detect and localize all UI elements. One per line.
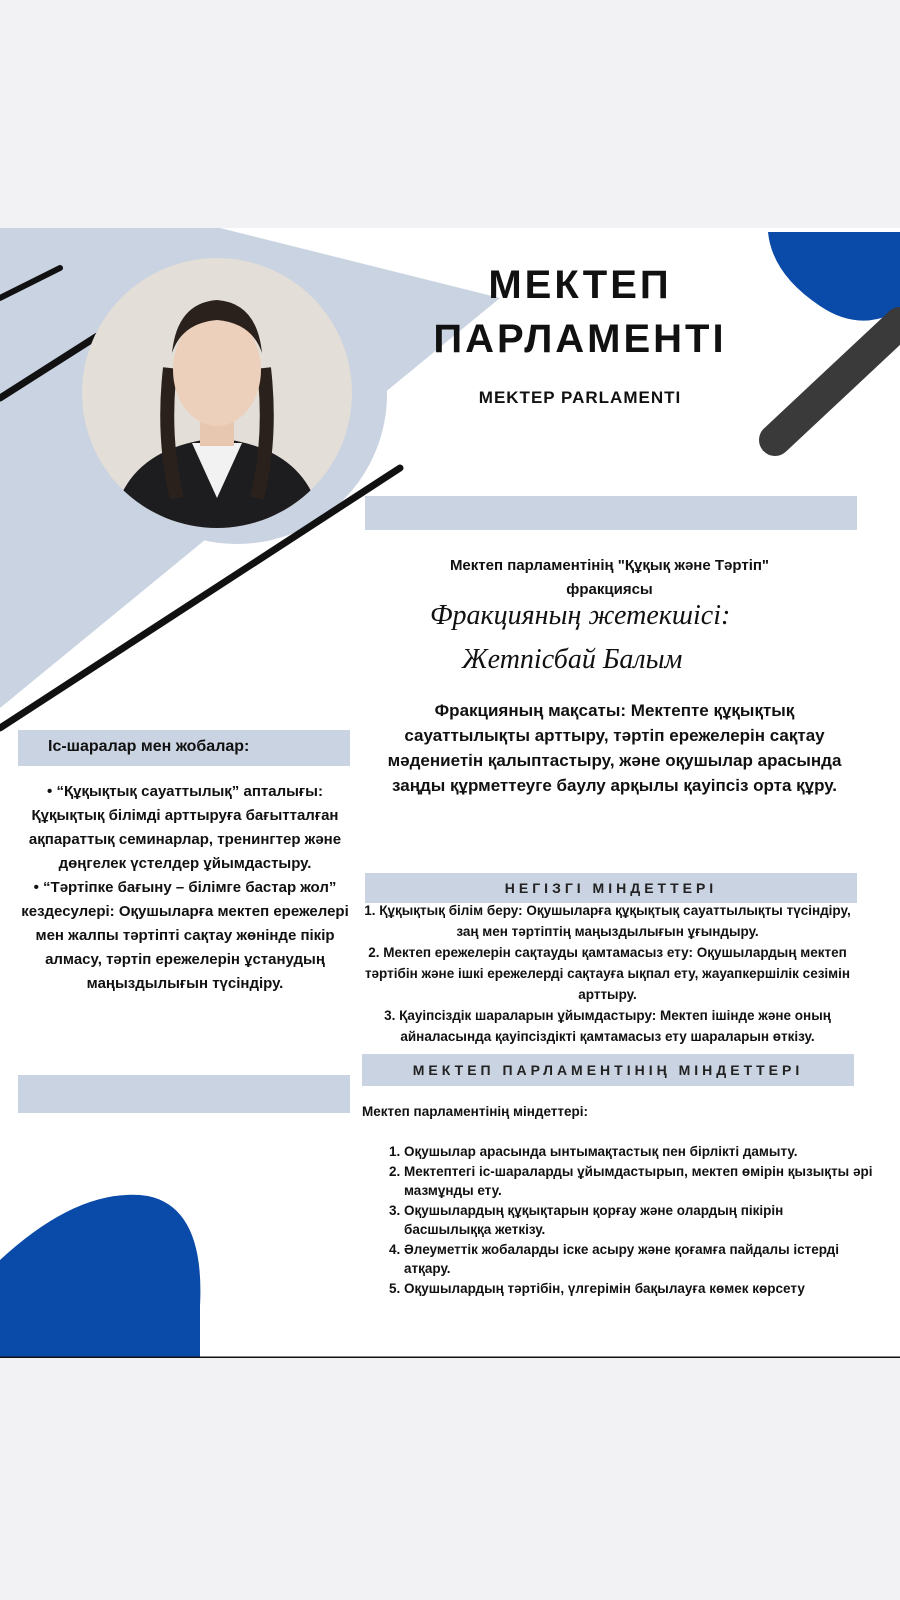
fraction-leader-label: Фракцияның жетекшісі: xyxy=(430,600,731,631)
main-tasks-heading-bar xyxy=(365,873,857,903)
main-tasks-item-2: 2. Мектеп ережелерін сақтауды қамтамасыз ету: Оқушылардың мектеп тәртібін және ішкі ережелерді сақтауға ықпал ету, жауапкершілік сезімін арттыру. xyxy=(364,945,851,1002)
bottom-left-blue-blob xyxy=(0,1195,200,1358)
events-bottom-bar xyxy=(18,1075,350,1113)
events-item-1: • “Құқықтық сауаттылық” апталығы: Құқықтық білімді арттыруға бағытталған ақпараттық семинарлар, тренингтер және дөңгелек үстелдер ұйымдастыру. xyxy=(28,783,342,872)
events-list xyxy=(20,780,350,996)
parliament-task-item: 3. Оқушылардың құқықтарын қорғау және олардың пікірін басшылыққа жеткізу. xyxy=(404,1201,874,1239)
events-heading-bar xyxy=(18,730,350,766)
main-tasks-item-3: 3. Қауіпсіздік шараларын ұйымдастыру: Мектеп ішінде және оның айналасында қауіпсіздікті қамтамасыз ету шараларын өткізу. xyxy=(384,1008,831,1044)
title-line-2: ПАРЛАМЕНТІ xyxy=(433,317,727,361)
page-subtitle: MEKTEP PARLAMENTI xyxy=(478,388,682,407)
main-tasks-list xyxy=(355,900,860,1047)
parliament-task-item: 5. Оқушылардың тәртібін, үлгерімін бақылауға көмек көрсету xyxy=(404,1279,874,1298)
fraction-leader-name: Жетпісбай Балым xyxy=(462,644,683,675)
main-tasks-heading: НЕГІЗГІ МІНДЕТТЕРІ xyxy=(504,880,718,896)
header-divider-bar xyxy=(365,496,857,530)
parliament-tasks-list xyxy=(382,1142,874,1298)
main-tasks-item-1: 1. Құқықтық білім беру: Оқушыларға құқықтық сауаттылықты түсіндіру, заң мен тәртіптің маңыздылығын ұғындыру. xyxy=(364,903,851,939)
parliament-task-item: 1. Оқушылар арасында ынтымақтастық пен бірлікті дамыту. xyxy=(404,1142,874,1161)
parliament-tasks-heading-bar xyxy=(362,1054,854,1086)
fraction-goal: Фракцияның мақсаты: Мектепте құқықтық сауаттылықты арттыру, тәртіп ережелерін сақтау мәдениетін қалыптастыру, және оқушылар арасында заңды құрметтеуге баулу арқылы қауіпсіз орта құру. xyxy=(387,701,842,795)
poster xyxy=(0,228,900,1358)
events-heading: Іс-шаралар мен жобалар: xyxy=(48,738,250,755)
right-gray-stripe xyxy=(775,323,900,440)
fraction-title-line-2: фракциясы xyxy=(566,581,653,598)
fraction-title xyxy=(372,554,847,602)
parliament-task-item: 4. Әлеуметтік жобаларды іске асыру және қоғамға пайдалы істерді атқару. xyxy=(404,1240,874,1278)
page-title xyxy=(390,258,770,366)
title-line-1: МЕКТЕП xyxy=(488,263,672,307)
events-item-2: • “Тәртіпке бағыну – білімге бастар жол” кездесулері: Оқушыларға мектеп ережелері мен жалпы тәртіпті сақтау жөнінде пікір алмасу, тәртіп ережелерін ұстанудың маңыздылығын түсіндіру. xyxy=(21,879,349,992)
portrait-photo xyxy=(82,258,352,528)
parliament-task-item: 2. Мектептегі іс-шараларды ұйымдастырып, мектеп өмірін қызықты әрі мазмұнды ету. xyxy=(404,1162,874,1200)
top-right-blue-blob xyxy=(768,232,900,321)
fraction-title-line-1: Мектеп парламентінің "Құқық және Тәртіп" xyxy=(449,557,770,574)
parliament-tasks-intro: Мектеп парламентінің міндеттері: xyxy=(362,1104,589,1119)
parliament-tasks-heading: МЕКТЕП ПАРЛАМЕНТІНІҢ МІНДЕТТЕРІ xyxy=(412,1062,804,1078)
